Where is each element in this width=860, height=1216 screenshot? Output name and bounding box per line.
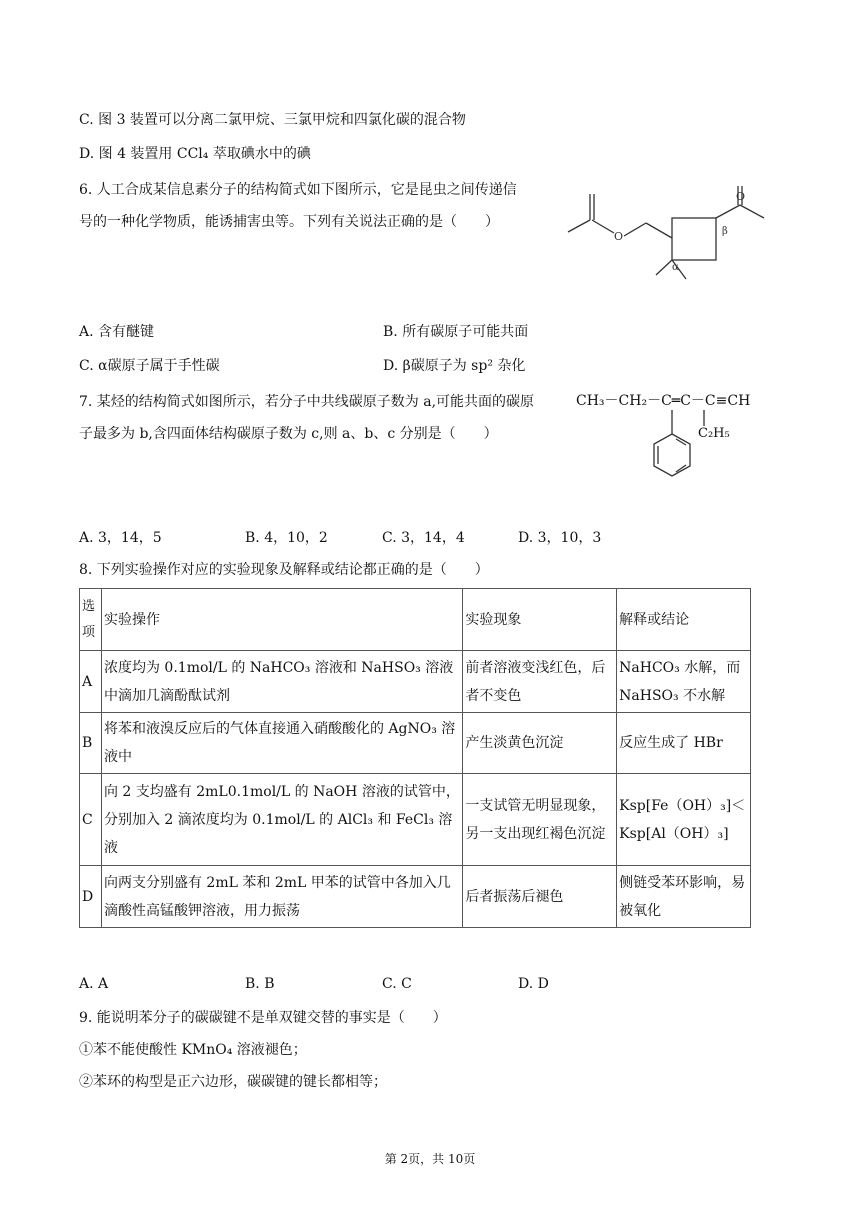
- row-option: B: [80, 713, 102, 774]
- q8-table: [79, 588, 751, 928]
- header-operation: 实验操作: [101, 589, 462, 651]
- q7-ethyl: C₂H₅: [698, 426, 730, 441]
- q6-option-c: C. α碳原子属于手性碳: [79, 358, 220, 374]
- q9-item-2: ②苯环的构型是正六边形，碳碳键的键长都相等；: [79, 1074, 387, 1090]
- row-option: D: [80, 866, 102, 928]
- q5-option-c: C. 图 3 装置可以分离二氯甲烷、三氯甲烷和四氯化碳的混合物: [79, 112, 466, 128]
- q6-stem-line1: 6. 人工合成某信息素分子的结构简式如下图所示，它是昆虫之间传递信: [79, 182, 517, 198]
- row-phenomenon: 一支试管无明显现象，另一支出现红褐色沉淀: [463, 774, 617, 866]
- alpha-label: α: [672, 262, 679, 273]
- row-conclusion: 侧链受苯环影响，易被氧化: [617, 866, 751, 928]
- table-row: [80, 713, 751, 774]
- table-row: [80, 651, 751, 713]
- q8-option-a: A. A: [79, 976, 109, 992]
- q9-stem: 9. 能说明苯分子的碳碳键不是单双键交替的事实是（ ）: [79, 1010, 447, 1026]
- row-phenomenon: 产生淡黄色沉淀: [463, 713, 617, 774]
- row-option: A: [80, 651, 102, 713]
- q6-structure-diagram: [560, 180, 780, 290]
- row-operation: 向两支分别盛有 2mL 苯和 2mL 甲苯的试管中各加入几滴酸性高锰酸钾溶液，用力振荡: [101, 866, 462, 928]
- row-conclusion: NaHCO₃ 水解，而 NaHSO₃ 不水解: [617, 651, 751, 713]
- row-operation: 向 2 支均盛有 2mL0.1mol/L 的 NaOH 溶液的试管中，分别加入 2 滴浓度均为 0.1mol/L 的 AlCl₃ 和 FeCl₃ 溶液: [101, 774, 462, 866]
- q6-stem-line2: 号的一种化学物质，能诱捕害虫等。下列有关说法正确的是（ ）: [79, 214, 499, 230]
- q7-option-c: C. 3，14，4: [382, 530, 465, 546]
- q7-structure: [576, 388, 796, 488]
- q8-stem: 8. 下列实验操作对应的实验现象及解释或结论都正确的是（ ）: [79, 562, 489, 578]
- row-operation: 将苯和液溴反应后的气体直接通入硝酸酸化的 AgNO₃ 溶液中: [101, 713, 462, 774]
- q8-option-b: B. B: [245, 976, 275, 992]
- table-row: [80, 774, 751, 866]
- row-conclusion: 反应生成了 HBr: [617, 713, 751, 774]
- header-conclusion: 解释或结论: [617, 589, 751, 651]
- row-conclusion: Ksp[Fe（OH）₃]＜Ksp[Al（OH）₃]: [617, 774, 751, 866]
- row-phenomenon: 前者溶液变浅红色，后者不变色: [463, 651, 617, 713]
- q8-option-d: D. D: [518, 976, 549, 992]
- q6-option-b: B. 所有碳原子可能共面: [383, 324, 529, 340]
- beta-label: β: [722, 226, 728, 237]
- table-row: [80, 866, 751, 928]
- row-phenomenon: 后者振荡后褪色: [463, 866, 617, 928]
- q6-option-d: D. β碳原子为 sp² 杂化: [383, 358, 526, 374]
- table-header-row: [80, 589, 751, 651]
- page-footer: 第 2页，共 10页: [384, 1152, 476, 1166]
- q7-stem-line1: 7. 某烃的结构简式如图所示，若分子中共线碳原子数为 a,可能共面的碳原: [79, 394, 535, 410]
- svg-text:O: O: [614, 230, 624, 243]
- q6-option-a: A. 含有醚键: [79, 324, 155, 340]
- svg-text:O: O: [736, 190, 746, 203]
- row-operation: 浓度均为 0.1mol/L 的 NaHCO₃ 溶液和 NaHSO₃ 溶液中滴加几滴酚酞试剂: [101, 651, 462, 713]
- q9-item-1: ①苯不能使酸性 KMnO₄ 溶液褪色；: [79, 1042, 307, 1058]
- row-option: C: [80, 774, 102, 866]
- q7-option-d: D. 3，10，3: [518, 530, 602, 546]
- q8-option-c: C. C: [382, 976, 412, 992]
- q5-option-d: D. 图 4 装置用 CCl₄ 萃取碘水中的碘: [79, 146, 311, 162]
- q7-formula: CH₃－CH₂－C═C－C≡CH: [576, 393, 751, 409]
- q7-option-a: A. 3，14，5: [79, 530, 162, 546]
- q7-branch-diagram: [576, 388, 796, 488]
- header-option: 选项: [80, 589, 102, 651]
- q7-option-b: B. 4，10，2: [245, 530, 328, 546]
- q7-stem-line2: 子最多为 b,含四面体结构碳原子数为 c,则 a、b、c 分别是（ ）: [79, 426, 498, 442]
- header-phenomenon: 实验现象: [463, 589, 617, 651]
